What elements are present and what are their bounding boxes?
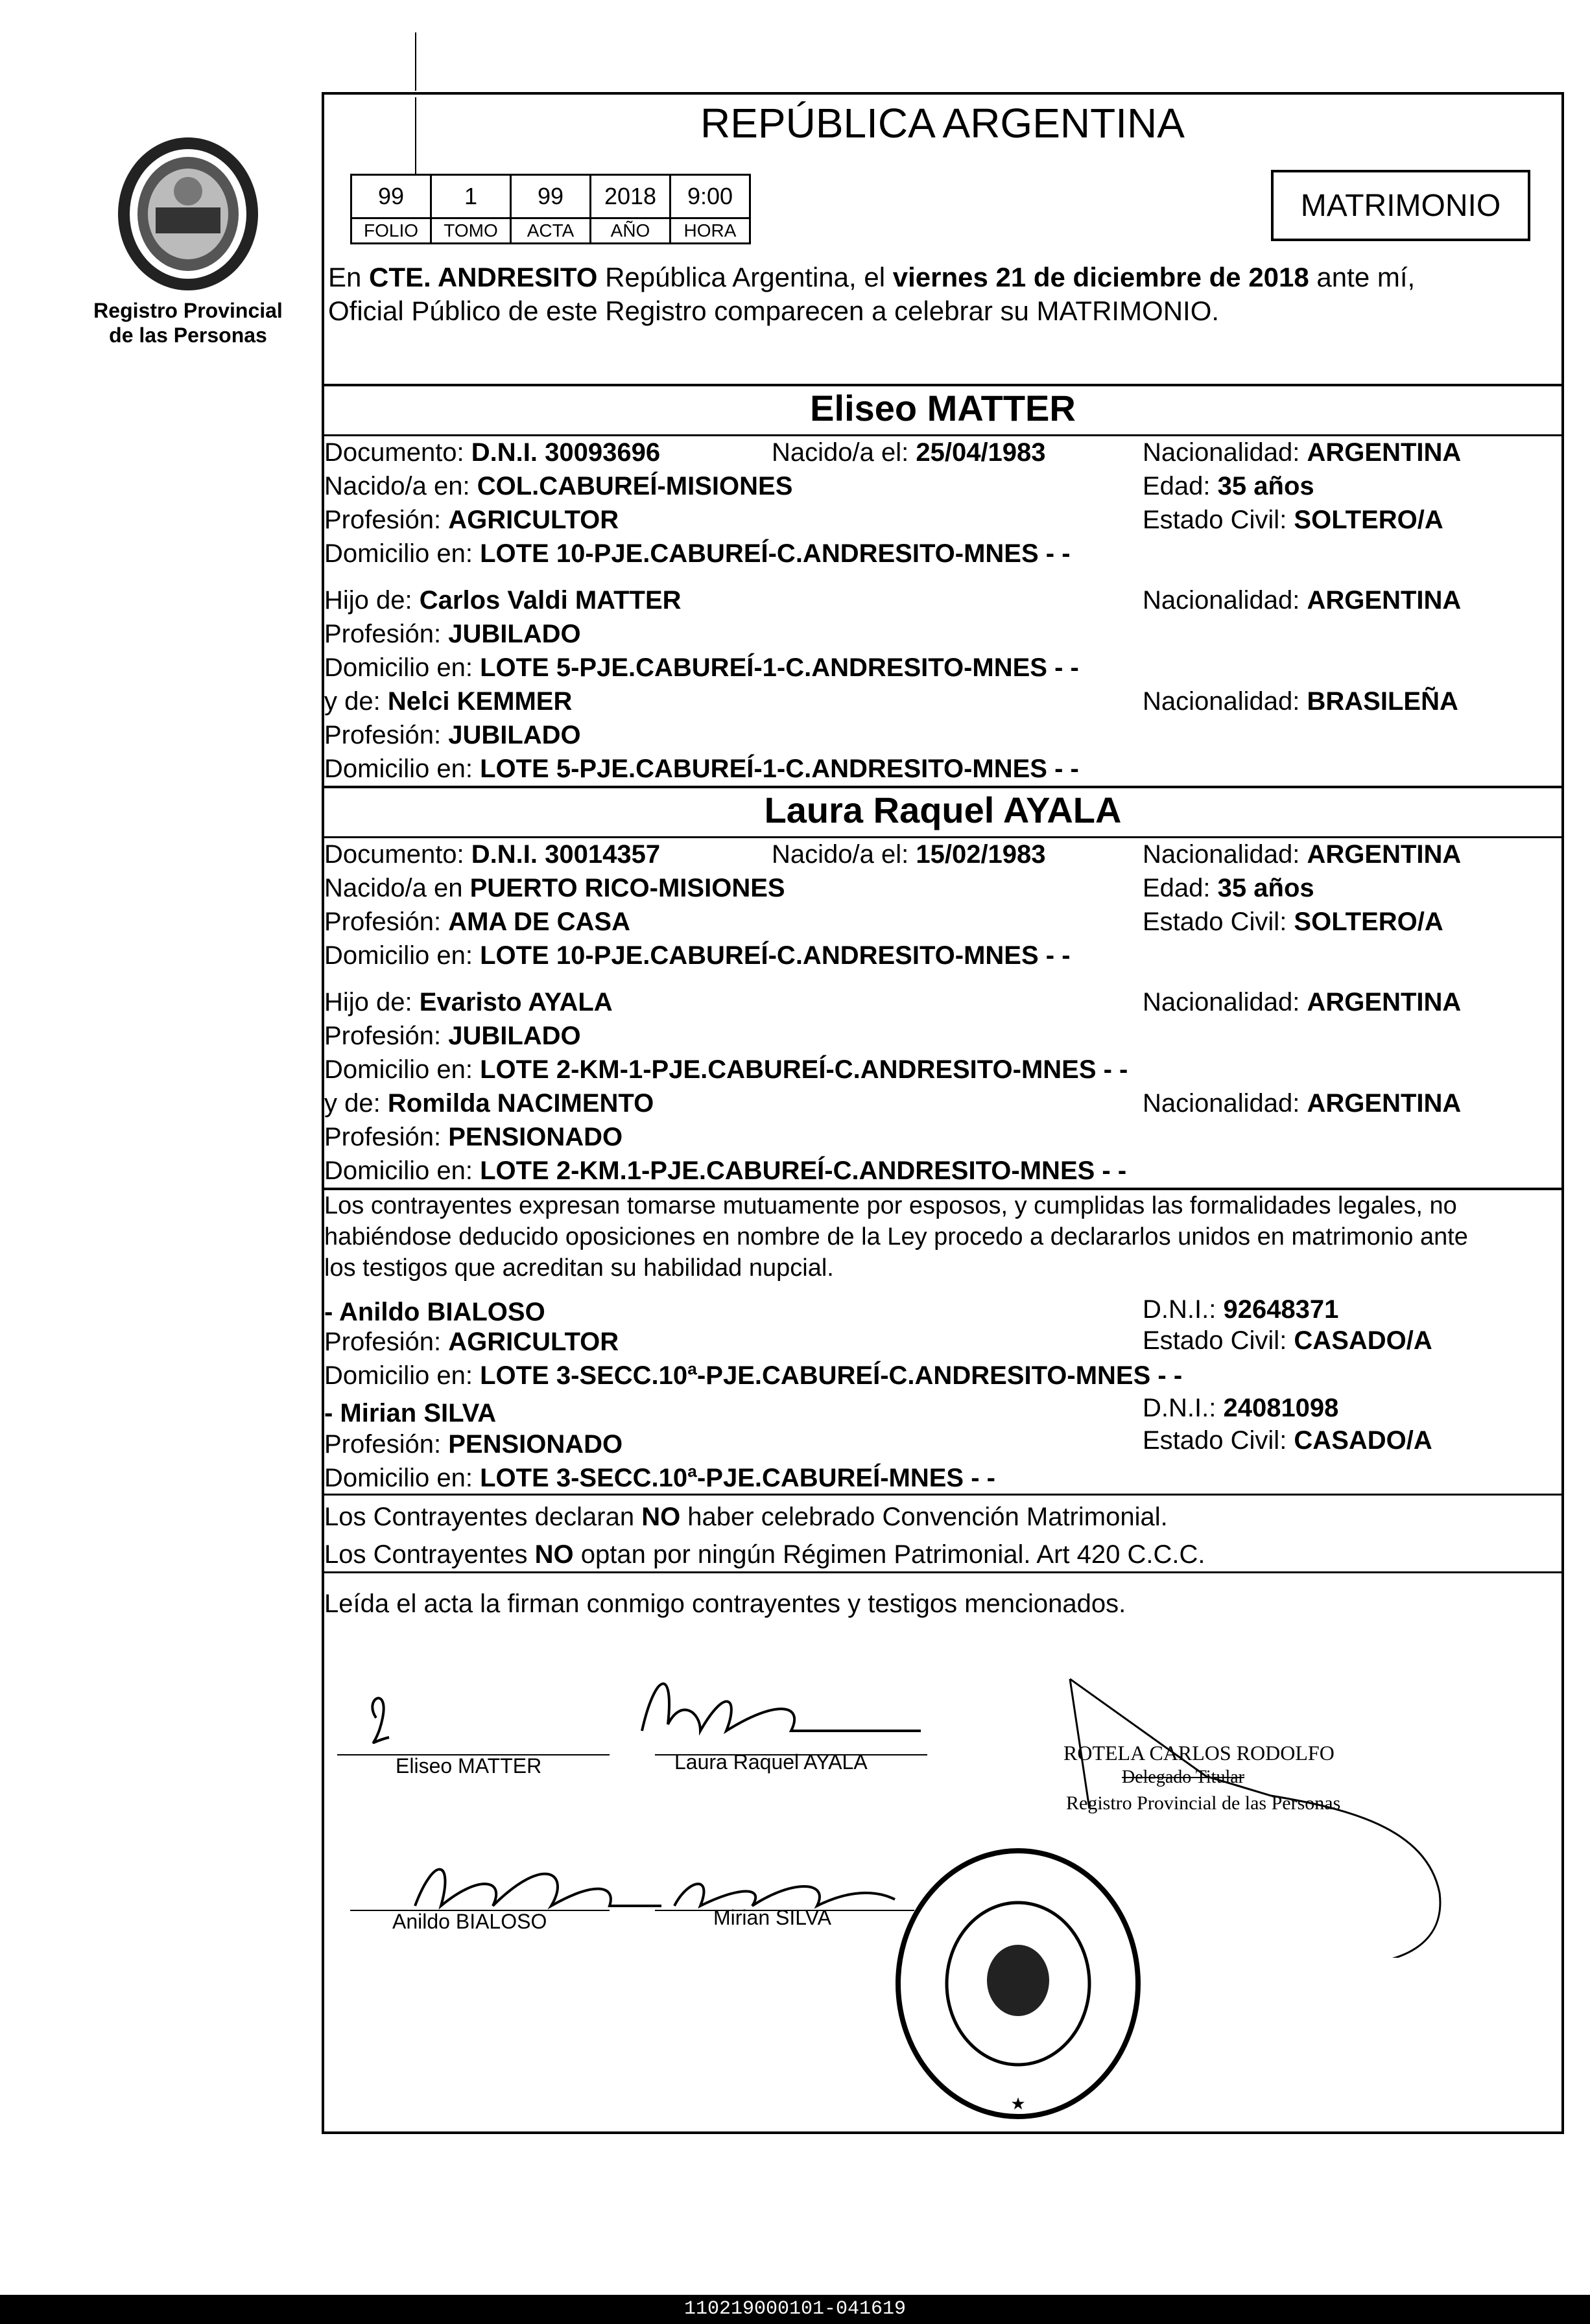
witness-2-civil-status: Estado Civil: CASADO/A — [1143, 1426, 1432, 1455]
groom-civil-status: Estado Civil: SOLTERO/A — [1143, 506, 1443, 534]
witness-2-signature-caption: Mirian SILVA — [713, 1906, 831, 1929]
groom-mother-nationality: Nacionalidad: BRASILEÑA — [1143, 687, 1458, 716]
divider — [322, 434, 1564, 436]
scan-mark — [415, 97, 416, 175]
bride-father-nationality: Nacionalidad: ARGENTINA — [1143, 988, 1462, 1016]
tomo-label: TOMO — [431, 218, 511, 244]
witness-1-address: Domicilio en: LOTE 3-SECC.10ª-PJE.CABUREÍ-C.ANDRESITO-MNES - - — [324, 1361, 1183, 1390]
registry-caption — [71, 298, 305, 347]
divider — [322, 786, 1564, 788]
year-value: 2018 — [591, 175, 670, 218]
witness-1-name: - Anildo BIALOSO — [324, 1298, 545, 1326]
groom-father-profession: Profesión: JUBILADO — [324, 620, 581, 648]
registry-caption-line2: de las Personas — [109, 323, 267, 347]
witness-2-profession: Profesión: PENSIONADO — [324, 1430, 623, 1459]
scan-mark — [415, 32, 416, 91]
registry-caption-line1: Registro Provincial — [93, 299, 283, 322]
groom-birthdate: Nacido/a el: 25/04/1983 — [772, 438, 1046, 467]
witness-1-dni: D.N.I.: 92648371 — [1143, 1295, 1339, 1324]
bride-father-address: Domicilio en: LOTE 2-KM-1-PJE.CABUREÍ-C.ANDRESITO-MNES - - — [324, 1055, 1128, 1084]
document-title: REPÚBLICA ARGENTINA — [700, 100, 1185, 147]
groom-father-address: Domicilio en: LOTE 5-PJE.CABUREÍ-1-C.ANDRESITO-MNES - - — [324, 653, 1079, 682]
divider — [322, 384, 1564, 386]
bride-name-heading: Laura Raquel AYALA — [764, 790, 1122, 830]
act-type-box: MATRIMONIO — [1271, 170, 1530, 241]
official-stamp — [888, 1841, 1148, 2126]
intro-line-2: Oficial Público de este Registro comparecen a celebrar su MATRIMONIO. — [328, 296, 1220, 326]
official-office: Registro Provincial de las Personas — [1066, 1792, 1341, 1814]
acta-value: 99 — [511, 175, 591, 218]
groom-father: Hijo de: Carlos Valdi MATTER — [324, 586, 682, 615]
barcode-footer: 110219000101-041619 — [0, 2295, 1590, 2324]
declaration-line-1: Los contrayentes expresan tomarse mutuamente por esposos, y cumplidas las formalidades legales, no — [324, 1192, 1457, 1219]
bride-signature-caption: Laura Raquel AYALA — [674, 1750, 868, 1774]
bride-birthdate: Nacido/a el: 15/02/1983 — [772, 840, 1046, 869]
bride-father-profession: Profesión: JUBILADO — [324, 1022, 581, 1050]
witness-1-signature-caption: Anildo BIALOSO — [392, 1910, 547, 1933]
tomo-value: 1 — [431, 175, 511, 218]
bride-age: Edad: 35 años — [1143, 874, 1314, 902]
groom-nationality: Nacionalidad: ARGENTINA — [1143, 438, 1462, 467]
groom-mother-address: Domicilio en: LOTE 5-PJE.CABUREÍ-1-C.ANDRESITO-MNES - - — [324, 755, 1079, 783]
official-title: Delegado Titular — [1122, 1767, 1244, 1787]
groom-profession: Profesión: AGRICULTOR — [324, 506, 619, 534]
official-name: ROTELA CARLOS RODOLFO — [1063, 1741, 1335, 1765]
registry-box — [350, 174, 751, 244]
declaration-line-2: habiéndose deducido oposiciones en nombre de la Ley procedo a declararlos unidos en matrimonio ante — [324, 1223, 1468, 1250]
declaration-line-3: los testigos que acreditan su habilidad nupcial. — [324, 1254, 834, 1282]
bride-mother-nationality: Nacionalidad: ARGENTINA — [1143, 1089, 1462, 1118]
witness-1-profession: Profesión: AGRICULTOR — [324, 1328, 619, 1356]
groom-document: Documento: D.N.I. 30093696 — [324, 438, 661, 467]
bride-birthplace: Nacido/a en PUERTO RICO-MISIONES — [324, 874, 785, 902]
intro-line-1: En CTE. ANDRESITO República Argentina, el viernes 21 de diciembre de 2018 ante mí, — [328, 262, 1416, 292]
hour-label: HORA — [670, 218, 750, 244]
witness-2-dni: D.N.I.: 24081098 — [1143, 1394, 1339, 1422]
witness-1-civil-status: Estado Civil: CASADO/A — [1143, 1326, 1432, 1355]
bride-mother-address: Domicilio en: LOTE 2-KM.1-PJE.CABUREÍ-C.ANDRESITO-MNES - - — [324, 1156, 1127, 1185]
acta-label: ACTA — [511, 218, 591, 244]
bride-address: Domicilio en: LOTE 10-PJE.CABUREÍ-C.ANDRESITO-MNES - - — [324, 941, 1071, 970]
regime-line-2: Los Contrayentes NO optan por ningún Régimen Patrimonial. Art 420 C.C.C. — [324, 1540, 1205, 1569]
groom-birthplace: Nacido/a en: COL.CABUREÍ-MISIONES — [324, 472, 793, 500]
groom-age: Edad: 35 años — [1143, 472, 1314, 500]
bride-mother: y de: Romilda NACIMENTO — [324, 1089, 654, 1118]
svg-text:★: ★ — [1010, 2094, 1026, 2113]
folio-value: 99 — [351, 175, 431, 218]
groom-signature-caption: Eliseo MATTER — [396, 1754, 542, 1778]
divider — [322, 1494, 1564, 1496]
groom-name-heading: Eliseo MATTER — [810, 388, 1076, 428]
bride-nationality: Nacionalidad: ARGENTINA — [1143, 840, 1462, 869]
year-label: AÑO — [591, 218, 670, 244]
bride-father: Hijo de: Evaristo AYALA — [324, 988, 613, 1016]
groom-father-nationality: Nacionalidad: ARGENTINA — [1143, 586, 1462, 615]
closing-statement: Leída el acta la firman conmigo contrayentes y testigos mencionados. — [324, 1590, 1126, 1618]
groom-mother: y de: Nelci KEMMER — [324, 687, 573, 716]
witness-2-address: Domicilio en: LOTE 3-SECC.10ª-PJE.CABUREÍ-MNES - - — [324, 1464, 995, 1492]
bride-profession: Profesión: AMA DE CASA — [324, 908, 630, 936]
hour-value: 9:00 — [670, 175, 750, 218]
witness-2-name: - Mirian SILVA — [324, 1399, 497, 1427]
bride-mother-profession: Profesión: PENSIONADO — [324, 1123, 623, 1151]
divider — [322, 1571, 1564, 1573]
bride-document: Documento: D.N.I. 30014357 — [324, 840, 661, 869]
groom-address: Domicilio en: LOTE 10-PJE.CABUREÍ-C.ANDRESITO-MNES - - — [324, 539, 1071, 568]
folio-label: FOLIO — [351, 218, 431, 244]
province-seal-logo — [110, 130, 266, 298]
groom-mother-profession: Profesión: JUBILADO — [324, 721, 581, 749]
divider — [322, 836, 1564, 838]
regime-line-1: Los Contrayentes declaran NO haber celebrado Convención Matrimonial. — [324, 1503, 1168, 1531]
bride-civil-status: Estado Civil: SOLTERO/A — [1143, 908, 1443, 936]
